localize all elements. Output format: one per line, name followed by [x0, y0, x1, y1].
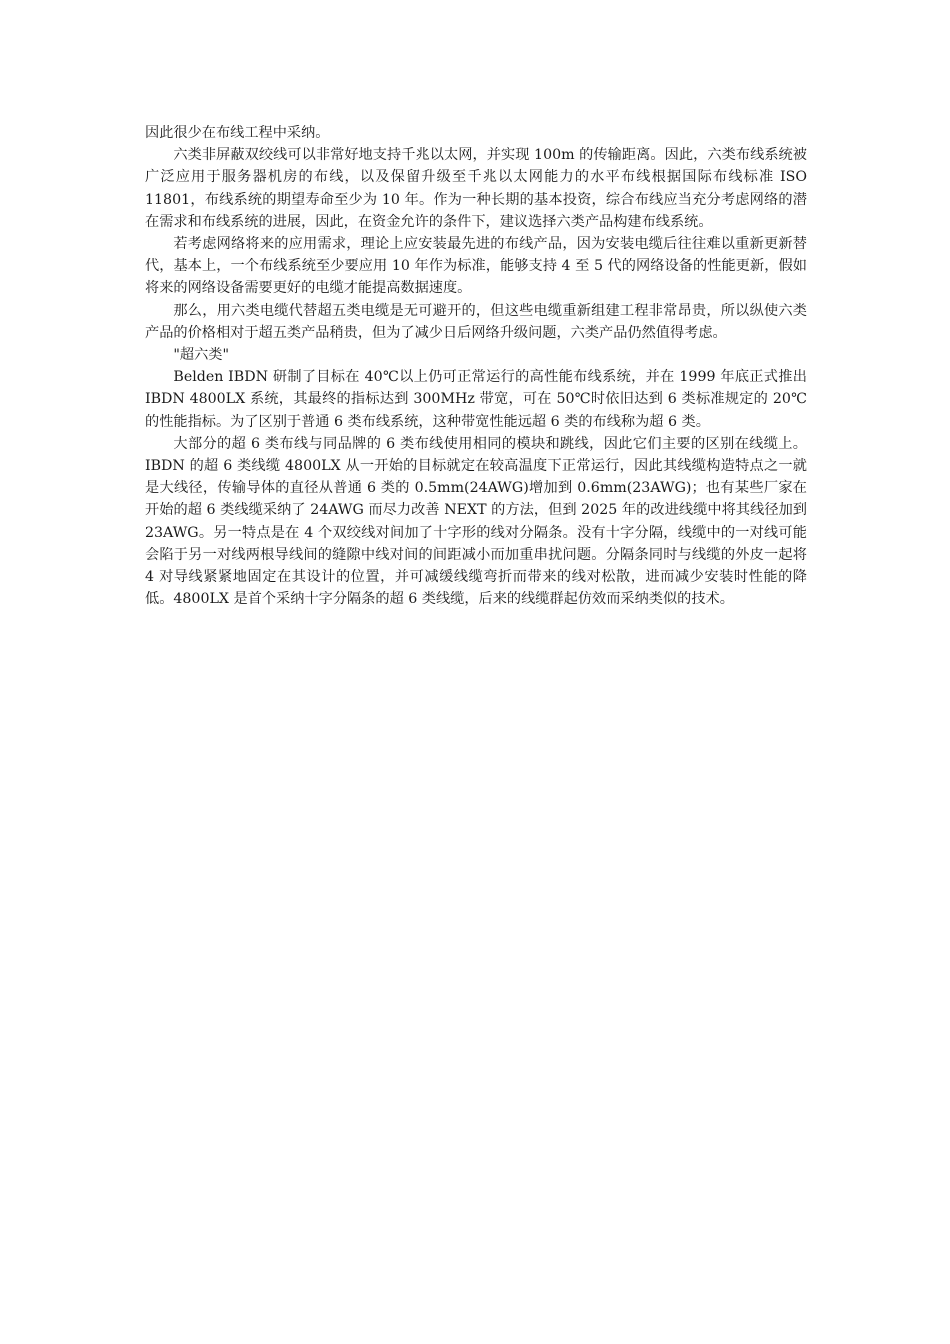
document-body — [145, 122, 807, 610]
paragraph-cat6-replacement: 那么，用六类电缆代替超五类电缆是无可避开的，但这些电缆重新组建工程非常昂贵，所以纵使六类产品的价格相对于超五类产品稍贵，但为了减少日后网络升级问题，六类产品仍然值得考虑。 — [145, 302, 807, 341]
paragraph-belden-ibdn: Belden IBDN 研制了目标在 40℃以上仍可正常运行的高性能布线系统，并在 1999 年底正式推出 IBDN 4800LX 系统，其最终的指标达到 300MHz 带宽，可在 50℃时依旧达到 6 类标准规定的 20℃的性能指标。为了区别于普通 6 类布线系统，这种带宽性能远超 6 类的布线称为超 6 类。 — [145, 369, 807, 430]
paragraph-future-needs: 若考虑网络将来的应用需求，理论上应安装最先进的布线产品，因为安装电缆后往往难以重新更新替代，基本上，一个布线系统至少要应用 10 年作为标准，能够支持 4 至 5 代的网络设备的性能更新，假如将来的网络设备需要更好的电缆才能提高数据速度。 — [145, 236, 807, 297]
paragraph-continuation: 因此很少在布线工程中采纳。 — [145, 125, 330, 141]
paragraph-cable-structure: 大部分的超 6 类布线与同品牌的 6 类布线使用相同的模块和跳线，因此它们主要的区别在线缆上。IBDN 的超 6 类线缆 4800LX 从一开始的目标就定在较高温度下正常运行，因此其线缆构造特点之一就是大线径，传输导体的直径从普通 6 类的 0.5mm(24AWG)增加到 0.6mm(23AWG)；也有某些厂家在开始的超 6 类线缆采纳了 24AWG 而尽力改善 NEXT 的方法，但到 2025 年的改进线缆中将其线径加到 23AWG。另一特点是在 4 个双绞线对间加了十字形的线对分隔条。没有十字分隔，线缆中的一对线可能会陷于另一对线两根导线间的缝隙中线对间的间距减小而加重串扰问题。分隔条同时与线缆的外皮一起将 4 对导线紧紧地固定在其设计的位置，并可减缓线缆弯折而带来的线对松散，进而减少安装时性能的降低。4800LX 是首个采纳十字分隔条的超 6 类线缆，后来的线缆群起仿效而采纳类似的技术。 — [145, 435, 807, 608]
section-heading-super-cat6: "超六类" — [173, 347, 230, 364]
paragraph-cat6-utp: 六类非屏蔽双绞线可以非常好地支持千兆以太网，并实现 100m 的传输距离。因此，六类布线系统被广泛应用于服务器机房的布线，以及保留升级至千兆以太网能力的水平布线根据国际布线标准 ISO 11801，布线系统的期望寿命至少为 10 年。作为一种长期的基本投资，综合布线应当充分考虑网络的潜在需求和布线系统的进展，因此，在资金允许的条件下，建议选择六类产品构建布线系统。 — [145, 147, 807, 230]
